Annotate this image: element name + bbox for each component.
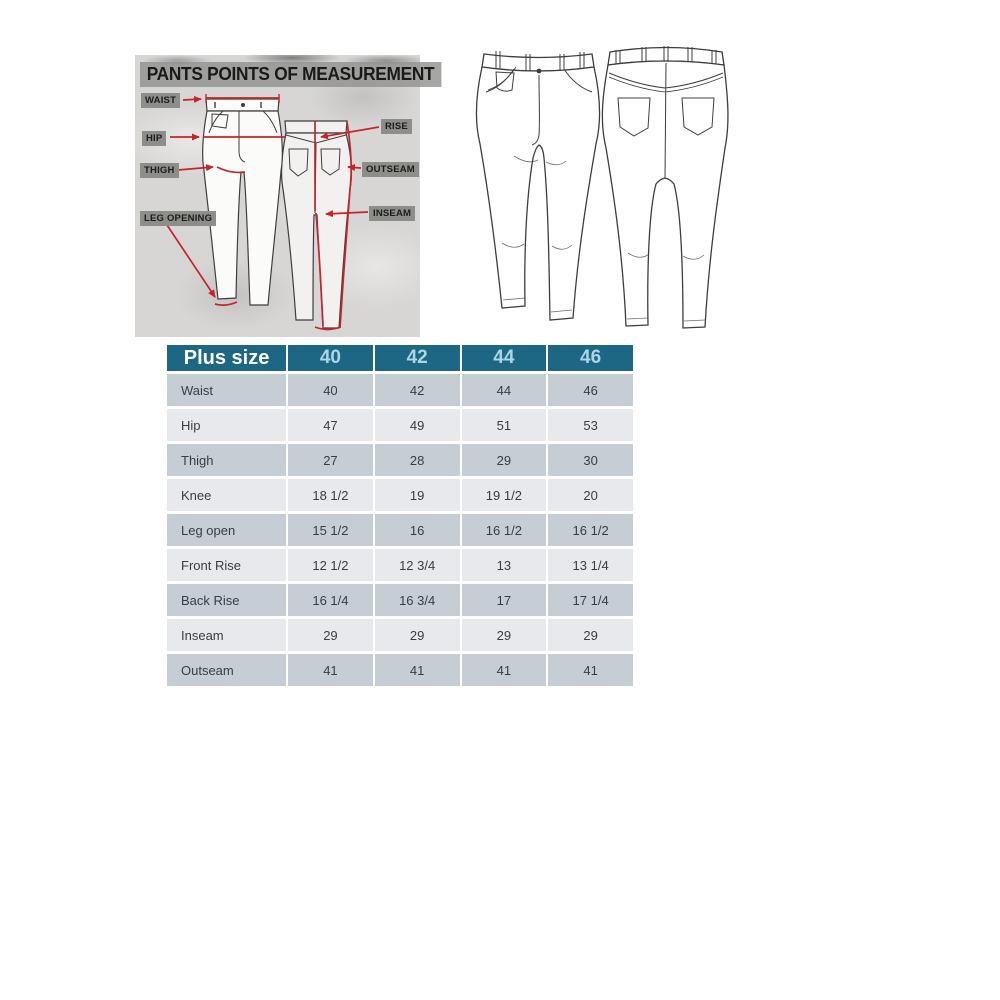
cell-value: 49 xyxy=(375,409,460,441)
row-label: Waist xyxy=(167,374,286,406)
table-row-leg-open xyxy=(167,514,633,546)
jeans-flat-sketches xyxy=(468,38,736,338)
table-row-waist xyxy=(167,374,633,406)
thigh-label: THIGH xyxy=(140,163,179,178)
size-42-header: 42 xyxy=(375,345,460,371)
table-row-knee xyxy=(167,479,633,511)
table-row-back-rise xyxy=(167,584,633,616)
cell-value: 17 1/4 xyxy=(548,584,633,616)
cell-value: 41 xyxy=(548,654,633,686)
table-row-outseam xyxy=(167,654,633,686)
row-label: Thigh xyxy=(167,444,286,476)
cell-value: 16 3/4 xyxy=(375,584,460,616)
row-label: Leg open xyxy=(167,514,286,546)
measurement-diagram-panel xyxy=(135,55,435,337)
inseam-label: INSEAM xyxy=(369,206,415,221)
cell-value: 16 xyxy=(375,514,460,546)
cell-value: 30 xyxy=(548,444,633,476)
size-46-header: 46 xyxy=(548,345,633,371)
cell-value: 12 1/2 xyxy=(288,549,373,581)
cell-value: 19 1/2 xyxy=(462,479,547,511)
cell-value: 51 xyxy=(462,409,547,441)
outseam-label: OUTSEAM xyxy=(362,162,419,177)
size-40-header: 40 xyxy=(288,345,373,371)
row-label: Knee xyxy=(167,479,286,511)
cell-value: 44 xyxy=(462,374,547,406)
cell-value: 46 xyxy=(548,374,633,406)
row-label: Outseam xyxy=(167,654,286,686)
cell-value: 16 1/2 xyxy=(462,514,547,546)
cell-value: 27 xyxy=(288,444,373,476)
cell-value: 16 1/4 xyxy=(288,584,373,616)
table-header-row xyxy=(167,345,633,371)
cell-value: 16 1/2 xyxy=(548,514,633,546)
cell-value: 28 xyxy=(375,444,460,476)
diagram-front-pants xyxy=(203,99,283,305)
table-row-hip xyxy=(167,409,633,441)
cell-value: 19 xyxy=(375,479,460,511)
table-row-thigh xyxy=(167,444,633,476)
plus-size-header: Plus size xyxy=(167,345,286,371)
diagram-title: PANTS POINTS OF MEASUREMENT xyxy=(140,62,441,87)
cell-value: 41 xyxy=(462,654,547,686)
row-label: Hip xyxy=(167,409,286,441)
cell-value: 42 xyxy=(375,374,460,406)
cell-value: 13 xyxy=(462,549,547,581)
cell-value: 40 xyxy=(288,374,373,406)
leg-opening-label: LEG OPENING xyxy=(140,211,216,226)
cell-value: 29 xyxy=(462,619,547,651)
table-row-inseam xyxy=(167,619,633,651)
cell-value: 29 xyxy=(548,619,633,651)
rise-label: RISE xyxy=(381,119,412,134)
cell-value: 20 xyxy=(548,479,633,511)
cell-value: 41 xyxy=(375,654,460,686)
row-label: Back Rise xyxy=(167,584,286,616)
waist-label: WAIST xyxy=(141,93,180,108)
table-row-front-rise xyxy=(167,549,633,581)
jeans-front-sketch xyxy=(476,51,599,320)
cell-value: 15 1/2 xyxy=(288,514,373,546)
row-label: Inseam xyxy=(167,619,286,651)
jeans-back-sketch xyxy=(602,46,728,328)
cell-value: 18 1/2 xyxy=(288,479,373,511)
hip-label: HIP xyxy=(142,131,166,146)
cell-value: 13 1/4 xyxy=(548,549,633,581)
cell-value: 29 xyxy=(288,619,373,651)
row-label: Front Rise xyxy=(167,549,286,581)
cell-value: 29 xyxy=(375,619,460,651)
cell-value: 12 3/4 xyxy=(375,549,460,581)
cell-value: 41 xyxy=(288,654,373,686)
cell-value: 29 xyxy=(462,444,547,476)
cell-value: 53 xyxy=(548,409,633,441)
cell-value: 17 xyxy=(462,584,547,616)
size-table xyxy=(165,342,635,689)
cell-value: 47 xyxy=(288,409,373,441)
size-44-header: 44 xyxy=(462,345,547,371)
